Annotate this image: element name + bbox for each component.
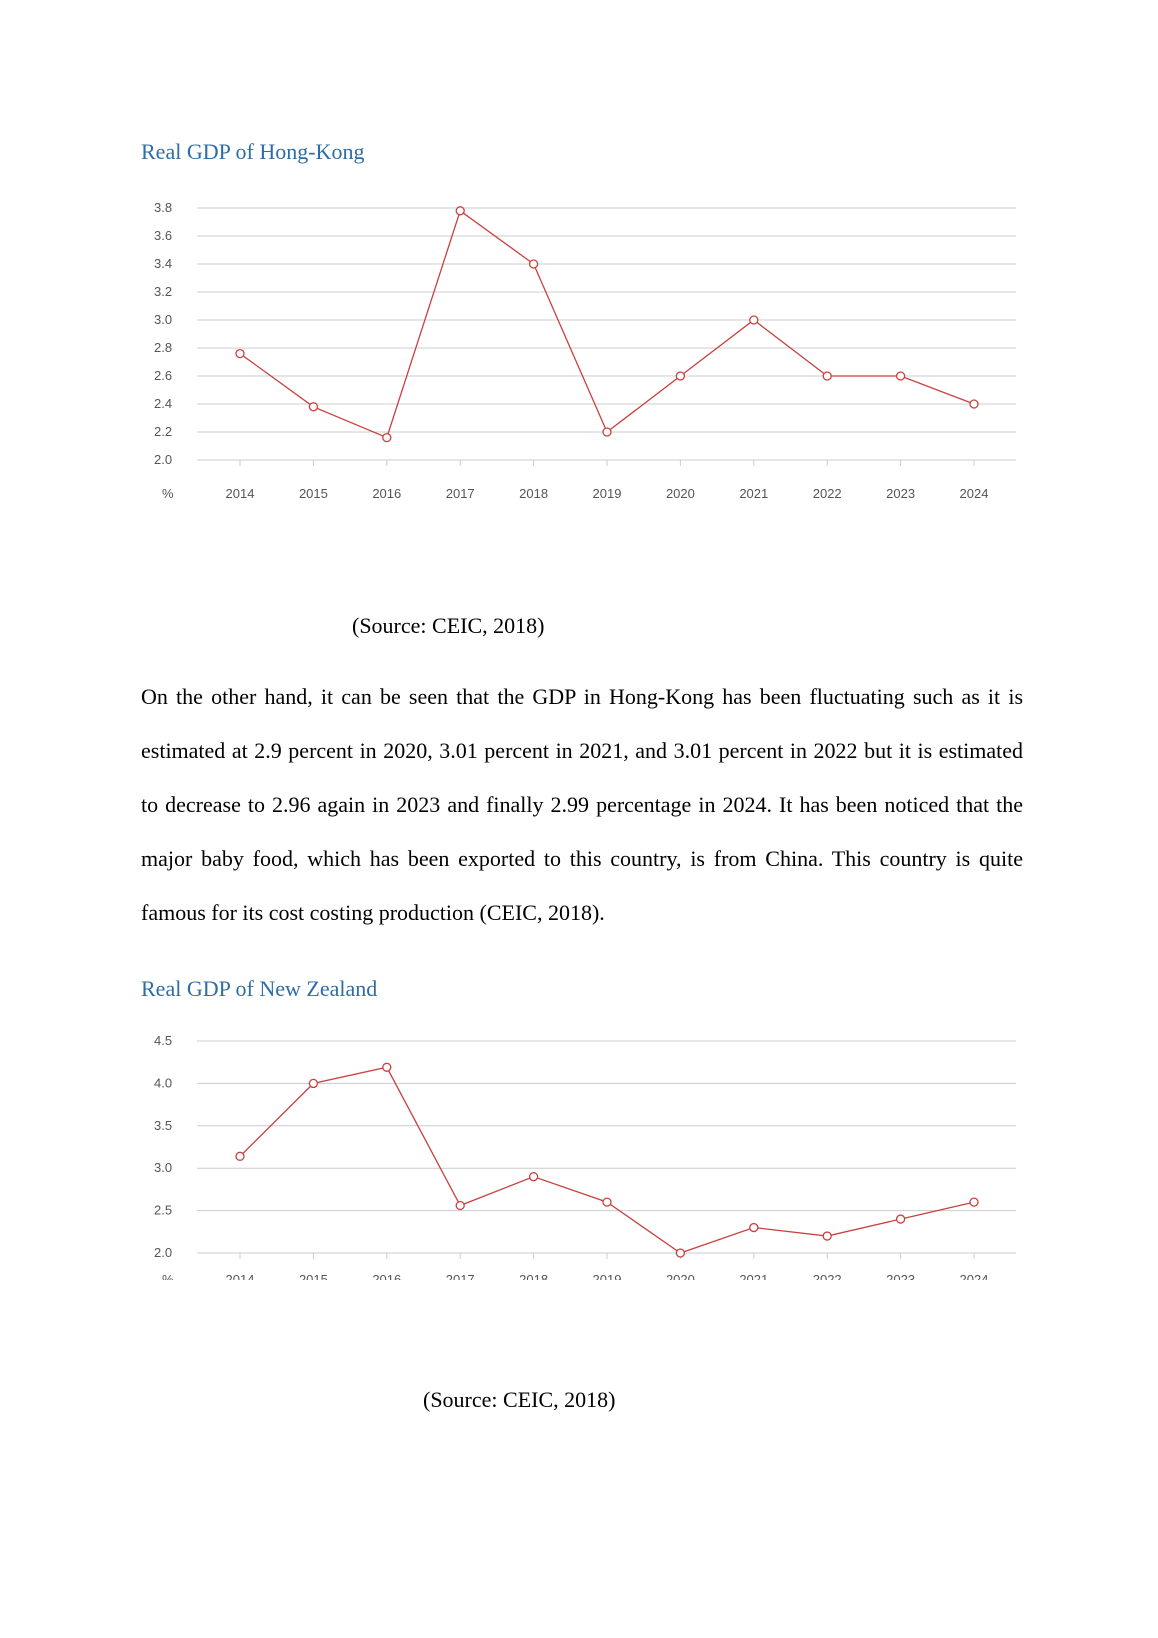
new-zealand-chart-heading: Real GDP of New Zealand <box>141 976 378 1001</box>
new-zealand-gdp-line-chart <box>141 1020 1021 1280</box>
x-tick-label: 2015 <box>298 486 328 501</box>
data-point <box>603 428 611 436</box>
y-tick-label: 3.0 <box>154 1160 173 1176</box>
data-point <box>897 372 905 380</box>
y-tick-label: 3.6 <box>154 228 173 243</box>
hong-kong-chart-heading: Real GDP of Hong-Kong <box>141 139 365 164</box>
hong-kong-chart-source: (Source: CEIC, 2018) <box>352 613 545 638</box>
data-point <box>530 260 538 268</box>
data-point <box>823 372 831 380</box>
x-tick-label: 2019 <box>592 1272 622 1280</box>
data-point <box>456 207 464 215</box>
data-point <box>823 1232 831 1240</box>
data-point <box>676 372 684 380</box>
y-tick-label: 2.0 <box>154 1245 173 1260</box>
y-tick-label: 3.0 <box>154 312 173 327</box>
x-tick-label: 2024 <box>959 486 989 501</box>
x-tick-label: 2022 <box>812 1272 842 1280</box>
hong-kong-gdp-line-chart <box>141 188 1021 508</box>
y-tick-label: 2.8 <box>154 340 173 355</box>
y-tick-label: 2.5 <box>154 1202 173 1218</box>
x-tick-label: 2021 <box>739 486 769 501</box>
x-tick-label: 2020 <box>665 1272 695 1280</box>
data-point <box>897 1215 905 1223</box>
y-tick-label: 2.2 <box>154 424 173 439</box>
y-tick-label: 2.0 <box>154 452 173 467</box>
analysis-paragraph: On the other hand, it can be seen that the GDP in Hong-Kong has been fluctuating such as it is estimated at 2.9 percent in 2020, 3.01 percent in 2021, and 3.01 percent in 2022 but it is estimated to decrease to 2.96 again in 2023 and finally 2.99 percentage in 2024. It has been noticed that the major baby food, which has been exported to this country, is from China. This country is quite famous for its cost costing production (CEIC, 2018). <box>141 684 1023 925</box>
x-tick-label: 2024 <box>959 1272 989 1280</box>
new-zealand-chart-source: (Source: CEIC, 2018) <box>423 1387 616 1412</box>
x-tick-label: 2020 <box>665 486 695 501</box>
x-tick-label: 2014 <box>225 486 255 501</box>
x-tick-label: 2017 <box>445 1272 475 1280</box>
data-point <box>750 316 758 324</box>
data-point <box>603 1198 611 1206</box>
hong-kong-gdp-chart <box>141 188 1021 513</box>
data-point <box>676 1249 684 1257</box>
y-tick-label: 3.8 <box>154 200 173 215</box>
x-tick-label: 2016 <box>372 1272 402 1280</box>
data-point <box>383 1063 391 1071</box>
data-point <box>236 1152 244 1160</box>
y-tick-label: 2.4 <box>154 396 173 411</box>
x-tick-label: 2016 <box>372 486 402 501</box>
x-tick-label: 2015 <box>298 1272 328 1280</box>
data-point <box>309 1079 317 1087</box>
x-tick-label: 2023 <box>886 486 916 501</box>
x-tick-label: 2018 <box>519 1272 549 1280</box>
x-tick-label: 2023 <box>886 1272 916 1280</box>
series-line <box>240 1067 974 1253</box>
y-tick-label: 4.0 <box>154 1075 173 1091</box>
y-tick-label: 3.4 <box>154 256 173 271</box>
new-zealand-gdp-chart <box>141 1020 1021 1285</box>
y-tick-label: 2.6 <box>154 368 173 383</box>
x-tick-label: 2021 <box>739 1272 769 1280</box>
y-tick-label: 3.2 <box>154 284 173 299</box>
y-tick-label: 3.5 <box>154 1117 173 1133</box>
y-tick-label: 4.5 <box>154 1033 173 1048</box>
data-point <box>236 350 244 358</box>
data-point <box>309 403 317 411</box>
data-point <box>750 1224 758 1232</box>
x-tick-label: 2019 <box>592 486 622 501</box>
data-point <box>383 434 391 442</box>
x-tick-label: 2014 <box>225 1272 255 1280</box>
x-tick-label: 2017 <box>445 486 475 501</box>
unit-label: % <box>162 486 174 501</box>
x-tick-label: 2018 <box>519 486 549 501</box>
unit-label: % <box>162 1272 174 1280</box>
data-point <box>530 1173 538 1181</box>
x-tick-label: 2022 <box>812 486 842 501</box>
data-point <box>456 1202 464 1210</box>
data-point <box>970 400 978 408</box>
data-point <box>970 1198 978 1206</box>
